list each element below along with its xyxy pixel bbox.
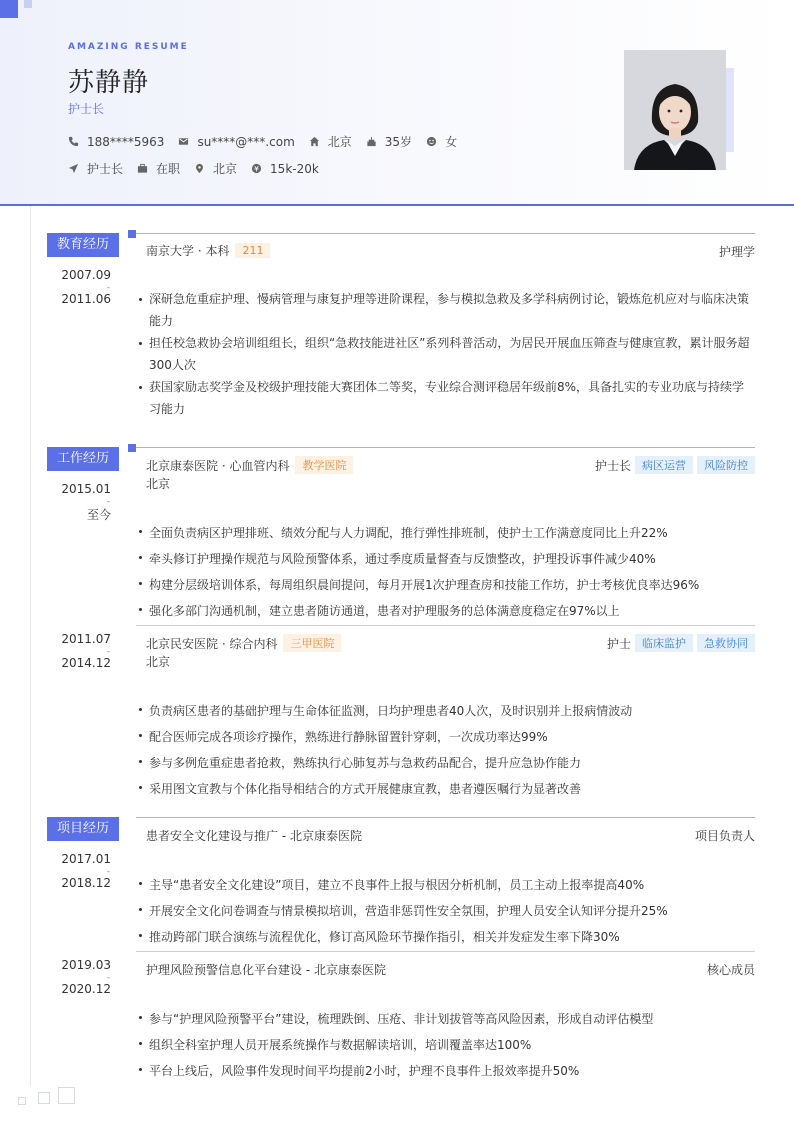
section-label-projects: 项目经历 bbox=[47, 817, 119, 841]
proj2-role: 核心成员 bbox=[706, 963, 755, 977]
work1-start-date: 2015.01 bbox=[61, 482, 111, 496]
intent-position-text: 护士长 bbox=[87, 162, 124, 176]
section-divider bbox=[136, 817, 755, 818]
intent-city bbox=[194, 160, 237, 177]
phone-text: 188****5963 bbox=[87, 134, 165, 149]
phone-icon bbox=[68, 136, 79, 147]
work1-company: 北京康泰医院 · 心血管内科 bbox=[146, 458, 290, 473]
section-divider bbox=[136, 233, 755, 234]
list-item: 深研急危重症护理、慢病管理与康复护理等进阶课程，参与模拟急救及多学科病例讨论，锻炼危机应对与临床决策能力 bbox=[138, 288, 755, 332]
date-separator: - bbox=[107, 497, 110, 506]
edu-school-tag: 211 bbox=[235, 243, 270, 258]
resume-header bbox=[0, 0, 794, 206]
work1-company-title bbox=[146, 456, 353, 474]
list-item: 推动跨部门联合演练与流程优化，修订高风险环节操作指引，相关并发症发生率下降30% bbox=[138, 924, 755, 950]
intent-status-text: 在职 bbox=[156, 162, 181, 176]
contact-email bbox=[178, 135, 294, 149]
list-item: 牵头修订护理操作规范与风险预警体系，通过季度质量督查与反馈整改，护理投诉事件减少40% bbox=[138, 546, 755, 572]
candidate-name: 苏静静 bbox=[68, 68, 150, 98]
contact-phone bbox=[68, 135, 164, 149]
proj2-start-date: 2019.03 bbox=[61, 958, 111, 972]
work2-tag: 急救协同 bbox=[697, 634, 755, 652]
contact-gender bbox=[426, 133, 457, 150]
proj1-title: 患者安全文化建设与推广 - 北京康泰医院 bbox=[146, 829, 362, 843]
intent-position bbox=[68, 160, 123, 177]
timeline-line bbox=[30, 206, 31, 1086]
intent-status bbox=[137, 160, 180, 177]
proj1-end-date: 2018.12 bbox=[61, 876, 111, 890]
briefcase-icon bbox=[137, 163, 148, 174]
edu-school-title bbox=[146, 242, 270, 259]
section-label-education: 教育经历 bbox=[47, 233, 119, 257]
age-text: 35岁 bbox=[384, 135, 413, 149]
edu-bullet-list bbox=[138, 288, 755, 420]
salary-icon bbox=[251, 163, 262, 174]
work1-tag: 病区运营 bbox=[635, 456, 693, 474]
contact-home bbox=[309, 133, 352, 150]
work1-company-tag: 教学医院 bbox=[295, 456, 353, 474]
date-separator: - bbox=[107, 283, 110, 292]
work2-start-date: 2011.07 bbox=[61, 632, 111, 646]
work2-company-tag: 三甲医院 bbox=[283, 634, 341, 652]
email-text: su****@***.com bbox=[197, 134, 295, 149]
work2-bullet-list bbox=[138, 698, 755, 802]
intent-city-text: 北京 bbox=[213, 162, 238, 176]
proj2-title: 护理风险预警信息化平台建设 - 北京康泰医院 bbox=[146, 963, 386, 977]
intent-salary bbox=[251, 162, 319, 176]
location-pin-icon bbox=[194, 163, 205, 174]
work2-position: 护士 bbox=[606, 636, 631, 651]
footer-decoration bbox=[18, 1097, 26, 1105]
edu-school: 南京大学 · 本科 bbox=[146, 244, 230, 258]
proj2-end-date: 2020.12 bbox=[61, 982, 111, 996]
item-divider bbox=[136, 625, 755, 626]
date-separator: - bbox=[107, 867, 110, 876]
mail-icon bbox=[178, 136, 189, 147]
edu-end-date: 2011.06 bbox=[61, 292, 111, 306]
proj1-role: 项目负责人 bbox=[694, 829, 755, 843]
work1-bullet-list bbox=[138, 520, 755, 624]
contact-row bbox=[68, 133, 471, 150]
list-item: 强化多部门沟通机制，建立患者随访通道，患者对护理服务的总体满意度稳定在97%以上 bbox=[138, 598, 755, 624]
footer-decoration bbox=[38, 1092, 50, 1104]
list-item: 组织全科室护理人员开展系统操作与数据解读培训，培训覆盖率达100% bbox=[138, 1032, 755, 1058]
home-icon bbox=[309, 136, 320, 147]
cake-icon bbox=[366, 136, 377, 147]
gender-text: 女 bbox=[445, 135, 458, 149]
edu-start-date: 2007.09 bbox=[61, 268, 111, 282]
item-divider bbox=[136, 951, 755, 952]
list-item: 开展安全文化问卷调查与情景模拟培训，营造非惩罚性安全氛围，护理人员安全认知评分提升25% bbox=[138, 898, 755, 924]
footer-decoration bbox=[58, 1087, 75, 1104]
candidate-role: 护士长 bbox=[68, 102, 105, 116]
work1-location: 北京 bbox=[146, 477, 171, 491]
work1-position: 护士长 bbox=[594, 458, 631, 473]
hometown-text: 北京 bbox=[327, 135, 352, 149]
list-item: 全面负责病区护理排班、绩效分配与人力调配，推行弹性排班制，使护士工作满意度同比上升22% bbox=[138, 520, 755, 546]
list-item: 获国家励志奖学金及校级护理技能大赛团体二等奖，专业综合测评稳居年级前8%，具备扎实的专业功底与持续学习能力 bbox=[138, 376, 755, 420]
date-separator: - bbox=[107, 973, 110, 982]
job-intent-row bbox=[68, 160, 333, 177]
proj2-bullet-list bbox=[138, 1006, 755, 1084]
list-item: 参与“护理风险预警平台”建设，梳理跌倒、压疮、非计划拔管等高风险因素，形成自动评估模型 bbox=[138, 1006, 755, 1032]
corner-decoration bbox=[0, 0, 18, 18]
proj1-bullet-list bbox=[138, 872, 755, 950]
list-item: 平台上线后，风险事件发现时间平均提前2小时，护理不良事件上报效率提升50% bbox=[138, 1058, 755, 1084]
work2-location: 北京 bbox=[146, 655, 171, 669]
work2-company: 北京民安医院 · 综合内科 bbox=[146, 636, 278, 651]
work1-position-group bbox=[595, 456, 755, 474]
section-label-work: 工作经历 bbox=[47, 447, 119, 471]
date-separator: - bbox=[107, 647, 110, 656]
list-item: 担任校急救协会培训组组长，组织“急救技能进社区”系列科普活动，为居民开展血压筛查与健康宣教，累计服务超300人次 bbox=[138, 332, 755, 376]
intent-salary-text: 15k-20k bbox=[270, 161, 319, 176]
contact-age bbox=[366, 133, 412, 150]
work2-company-title bbox=[146, 634, 341, 652]
edu-major: 护理学 bbox=[718, 245, 755, 259]
work2-end-date: 2014.12 bbox=[61, 656, 111, 670]
list-item: 配合医师完成各项诊疗操作，熟练进行静脉留置针穿刺，一次成功率达99% bbox=[138, 724, 755, 750]
gender-icon bbox=[426, 136, 437, 147]
proj1-start-date: 2017.01 bbox=[61, 852, 111, 866]
work1-end-date: 至今 bbox=[86, 508, 111, 522]
list-item: 参与多例危重症患者抢救，熟练执行心肺复苏与急救药品配合，提升应急协作能力 bbox=[138, 750, 755, 776]
work2-tag: 临床监护 bbox=[635, 634, 693, 652]
profile-photo bbox=[624, 50, 726, 170]
send-icon bbox=[68, 163, 79, 174]
work1-tag: 风险防控 bbox=[697, 456, 755, 474]
section-divider bbox=[136, 447, 755, 448]
section-marker bbox=[128, 444, 136, 452]
corner-decoration-small bbox=[24, 0, 32, 8]
resume-tagline: AMAZING RESUME bbox=[68, 42, 189, 52]
list-item: 构建分层级培训体系，每周组织晨间提问，每月开展1次护理查房和技能工作坊，护士考核优良率达96% bbox=[138, 572, 755, 598]
section-marker bbox=[128, 230, 136, 238]
list-item: 采用图文宣教与个体化指导相结合的方式开展健康宣教，患者遵医嘱行为显著改善 bbox=[138, 776, 755, 802]
work2-position-group bbox=[607, 634, 755, 652]
list-item: 主导“患者安全文化建设”项目，建立不良事件上报与根因分析机制，员工主动上报率提高40% bbox=[138, 872, 755, 898]
list-item: 负责病区患者的基础护理与生命体征监测，日均护理患者40人次，及时识别并上报病情波动 bbox=[138, 698, 755, 724]
